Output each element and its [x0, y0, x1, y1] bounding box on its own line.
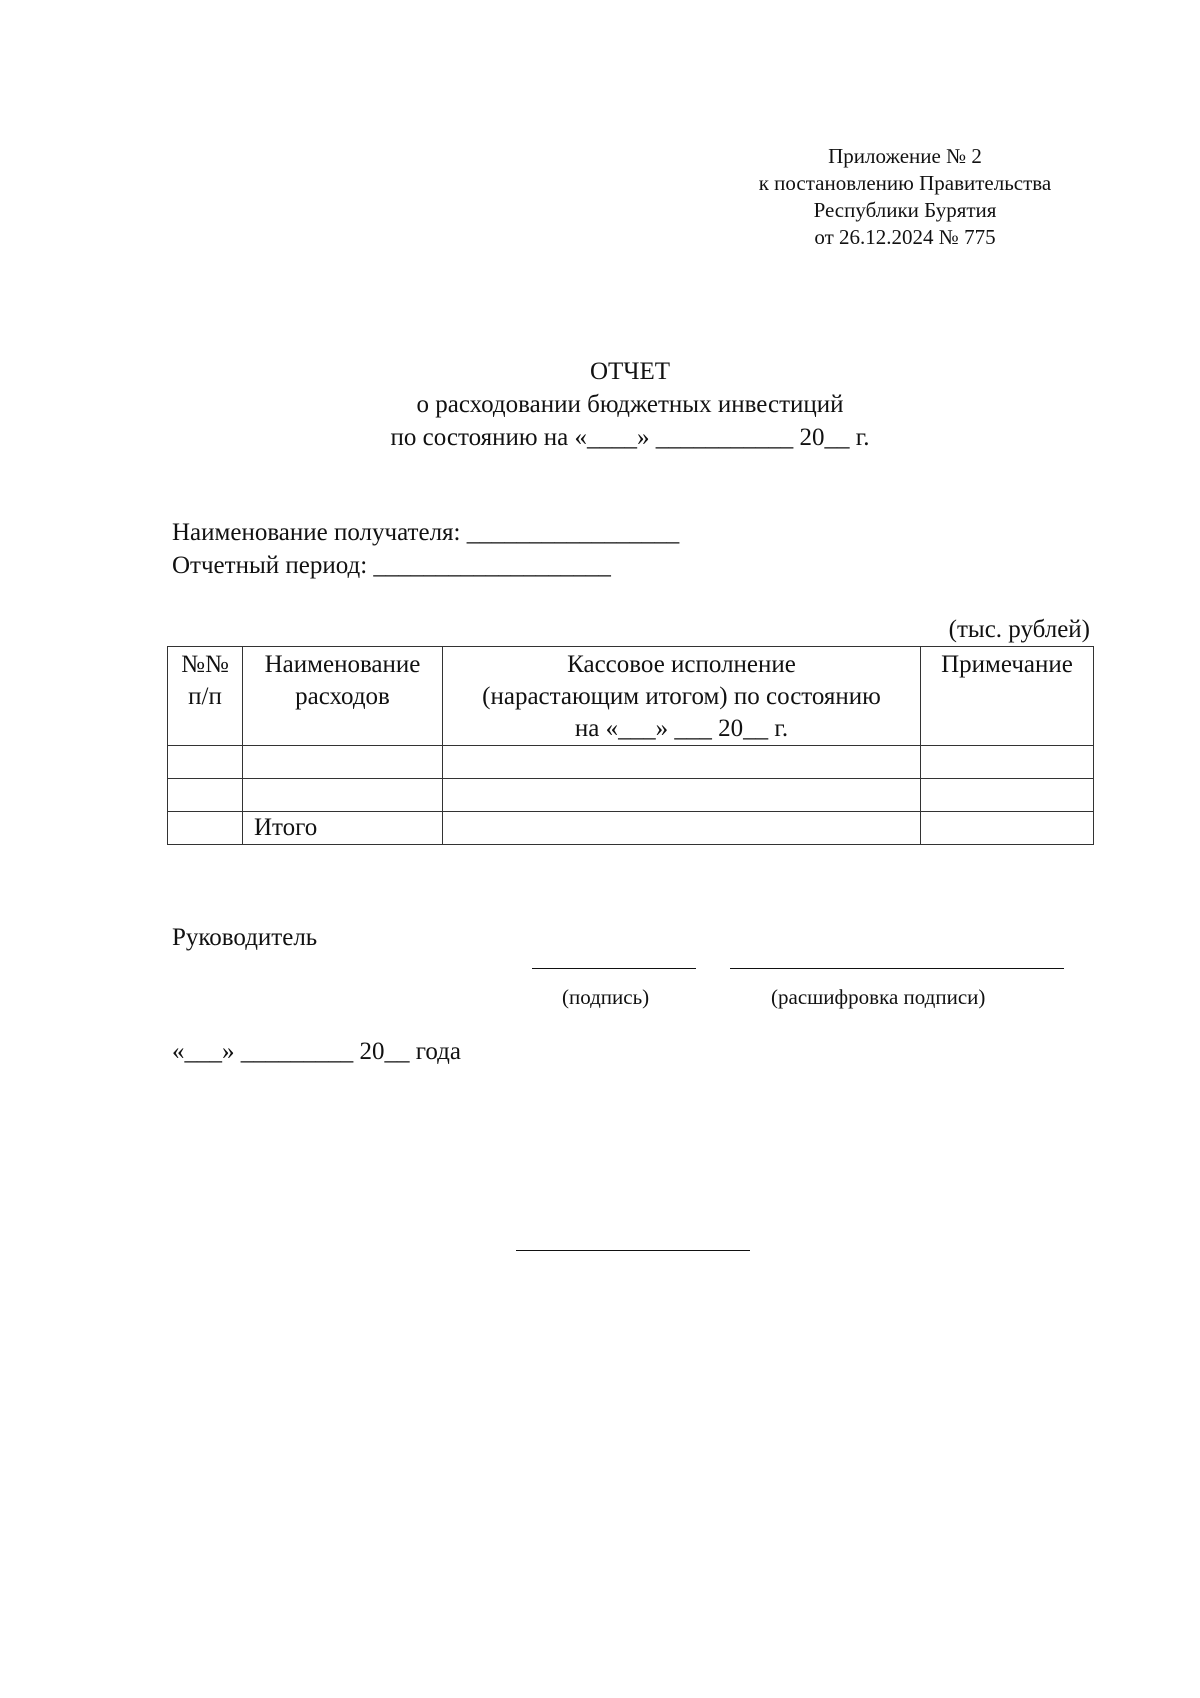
table-cell[interactable]	[921, 746, 1094, 779]
title-subtitle: о расходовании бюджетных инвестиций	[416, 391, 844, 418]
table-cell[interactable]	[443, 746, 921, 779]
header-name-line-1: Наименование	[264, 651, 421, 678]
appendix-republic: Республики Бурятия	[813, 198, 997, 222]
table-cell[interactable]	[243, 779, 443, 812]
signatory-role: Руководитель	[172, 924, 318, 951]
units-label: (тыс. рублей)	[948, 616, 1090, 643]
signature-caption: (подпись)	[562, 985, 650, 1009]
total-value-cell[interactable]	[443, 812, 921, 845]
report-table	[167, 646, 1094, 845]
signature-decode-line[interactable]	[730, 968, 1064, 969]
table-row	[168, 779, 1094, 812]
table-cell[interactable]	[243, 746, 443, 779]
table-header-row	[168, 647, 1094, 746]
signing-date[interactable]: «___» _________ 20__ года	[172, 1038, 461, 1065]
table-cell[interactable]	[168, 746, 243, 779]
signature-line[interactable]	[532, 968, 696, 969]
report-fields	[172, 516, 679, 582]
total-label: Итого	[243, 812, 443, 845]
total-row	[168, 812, 1094, 845]
appendix-resolution: к постановлению Правительства	[758, 171, 1052, 195]
table-row	[168, 746, 1094, 779]
header-number-line-1: №№	[181, 651, 229, 678]
header-note-line-1: Примечание	[941, 651, 1073, 678]
period-field[interactable]: Отчетный период: ___________________	[172, 552, 611, 579]
header-cash-line-3: на «___» ___ 20__ г.	[574, 715, 789, 742]
title-heading: ОТЧЕТ	[589, 358, 671, 385]
appendix-date: от 26.12.2024 № 775	[814, 225, 996, 249]
header-expense-name	[243, 647, 443, 746]
header-note	[921, 647, 1094, 746]
signature-decode-caption: (расшифровка подписи)	[771, 985, 986, 1009]
header-number-line-2: п/п	[188, 683, 222, 710]
table-cell[interactable]	[168, 812, 243, 845]
appendix-number: Приложение № 2	[828, 144, 982, 168]
total-note-cell[interactable]	[921, 812, 1094, 845]
header-number	[168, 647, 243, 746]
closing-divider	[516, 1250, 750, 1251]
table-cell[interactable]	[921, 779, 1094, 812]
title-as-of: по состоянию на «____» ___________ 20__ г.	[390, 424, 870, 451]
appendix-block	[730, 143, 1080, 251]
recipient-field[interactable]: Наименование получателя: _________________	[172, 519, 680, 546]
header-cash-execution	[443, 647, 921, 746]
table-cell[interactable]	[168, 779, 243, 812]
header-cash-line-2: (нарастающим итогом) по состоянию	[482, 683, 881, 710]
document-title	[0, 355, 1200, 454]
header-cash-line-1: Кассовое исполнение	[567, 651, 796, 678]
table-cell[interactable]	[443, 779, 921, 812]
header-name-line-2: расходов	[295, 683, 390, 710]
